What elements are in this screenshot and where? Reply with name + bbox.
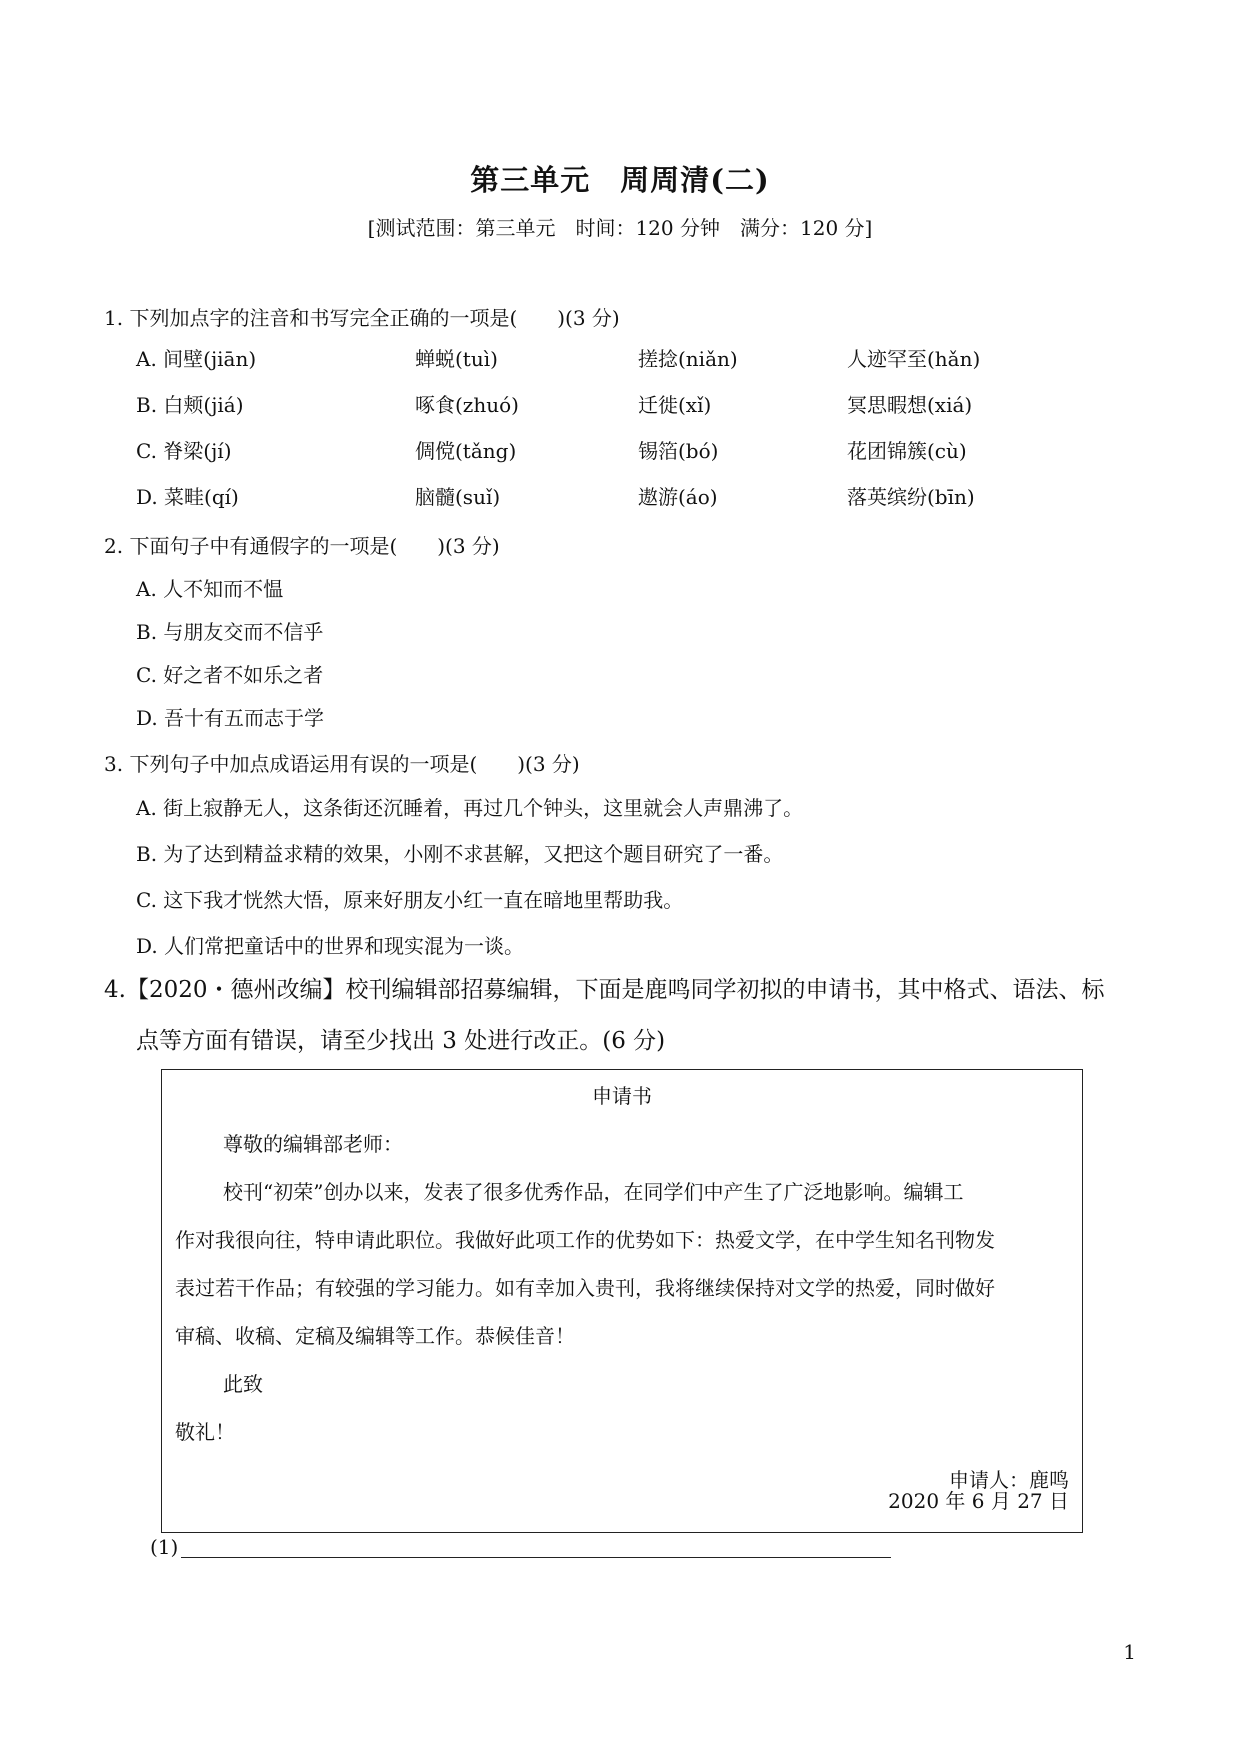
q1-option-b-3: 迁徙(xǐ) [638, 393, 712, 417]
letter-date: 2020 年 6 月 27 日 [888, 1489, 1069, 1513]
q1-option-b-4: 冥思暇想(xiá) [847, 393, 973, 417]
letter-body-line-2: 作对我很向往，特申请此职位。我做好此项工作的优势如下：热爱文学，在中学生知名刊物发 [175, 1228, 995, 1252]
page-title: 第三单元 周周清(二) [470, 163, 770, 197]
answer-blank-line-1[interactable] [181, 1556, 891, 1558]
letter-signature: 申请人：鹿鸣 [949, 1468, 1069, 1492]
q2-option-a: A. 人不知而不愠 [136, 577, 284, 601]
letter-salutation: 尊敬的编辑部老师： [223, 1132, 403, 1156]
letter-body-line-3: 表过若干作品；有较强的学习能力。如有幸加入贵刊，我将继续保持对文学的热爱，同时做好 [175, 1276, 995, 1300]
letter-heading: 申请书 [592, 1084, 652, 1108]
q1-option-d-1: D. 菜畦(qí) [136, 485, 239, 509]
application-letter-box [161, 1069, 1083, 1533]
letter-closing-2: 敬礼！ [175, 1420, 235, 1444]
question-3-stem: 3. 下列句子中加点成语运用有误的一项是( )(3 分) [104, 752, 580, 776]
q2-option-b: B. 与朋友交而不信乎 [136, 620, 324, 644]
q1-option-a-2: 蝉蜕(tuì) [415, 347, 498, 371]
q1-option-c-2: 倜傥(tǎng) [415, 439, 517, 463]
q1-option-a-3: 搓捻(niǎn) [638, 347, 738, 371]
q1-option-c-3: 锡箔(bó) [638, 439, 719, 463]
question-4-stem-line-2: 点等方面有错误，请至少找出 3 处进行改正。(6 分) [136, 1028, 666, 1054]
q1-option-d-3: 遨游(áo) [638, 485, 718, 509]
question-2-stem: 2. 下面句子中有通假字的一项是( )(3 分) [104, 534, 500, 558]
q2-option-d: D. 吾十有五而志于学 [136, 706, 325, 730]
q2-option-c: C. 好之者不如乐之者 [136, 663, 324, 687]
q1-option-d-4: 落英缤纷(bīn) [847, 485, 975, 509]
q1-option-c-1: C. 脊梁(jí) [136, 439, 232, 463]
q3-option-d: D. 人们常把童话中的世界和现实混为一谈。 [136, 934, 525, 958]
letter-body-line-4: 审稿、收稿、定稿及编辑等工作。恭候佳音！ [175, 1324, 575, 1348]
question-4-stem-line-1: 4.【2020・德州改编】校刊编辑部招募编辑，下面是鹿鸣同学初拟的申请书，其中格式、语法、标 [104, 977, 1105, 1003]
q1-option-b-2: 啄食(zhuó) [415, 393, 519, 417]
letter-body-line-1: 校刊“初荣”创办以来，发表了很多优秀作品，在同学们中产生了广泛地影响。编辑工 [223, 1180, 964, 1204]
letter-closing-1: 此致 [223, 1372, 263, 1396]
q3-option-c: C. 这下我才恍然大悟，原来好朋友小红一直在暗地里帮助我。 [136, 888, 684, 912]
q1-option-d-2: 脑髓(suǐ) [415, 485, 501, 509]
q1-option-a-1: A. 间壁(jiān) [136, 347, 257, 371]
q3-option-b: B. 为了达到精益求精的效果，小刚不求甚解，又把这个题目研究了一番。 [136, 842, 784, 866]
q3-option-a: A. 街上寂静无人，这条街还沉睡着，再过几个钟头，这里就会人声鼎沸了。 [136, 796, 804, 820]
question-1-stem: 1. 下列加点字的注音和书写完全正确的一项是( )(3 分) [104, 306, 620, 330]
q1-option-b-1: B. 白颊(jiá) [136, 393, 244, 417]
answer-label-1: (1) [150, 1535, 179, 1559]
q1-option-c-4: 花团锦簇(cù) [847, 439, 967, 463]
test-scope-subtitle: [测试范围：第三单元 时间：120 分钟 满分：120 分] [367, 216, 873, 240]
page-number: 1 [1123, 1640, 1136, 1664]
q1-option-a-4: 人迹罕至(hǎn) [847, 347, 981, 371]
